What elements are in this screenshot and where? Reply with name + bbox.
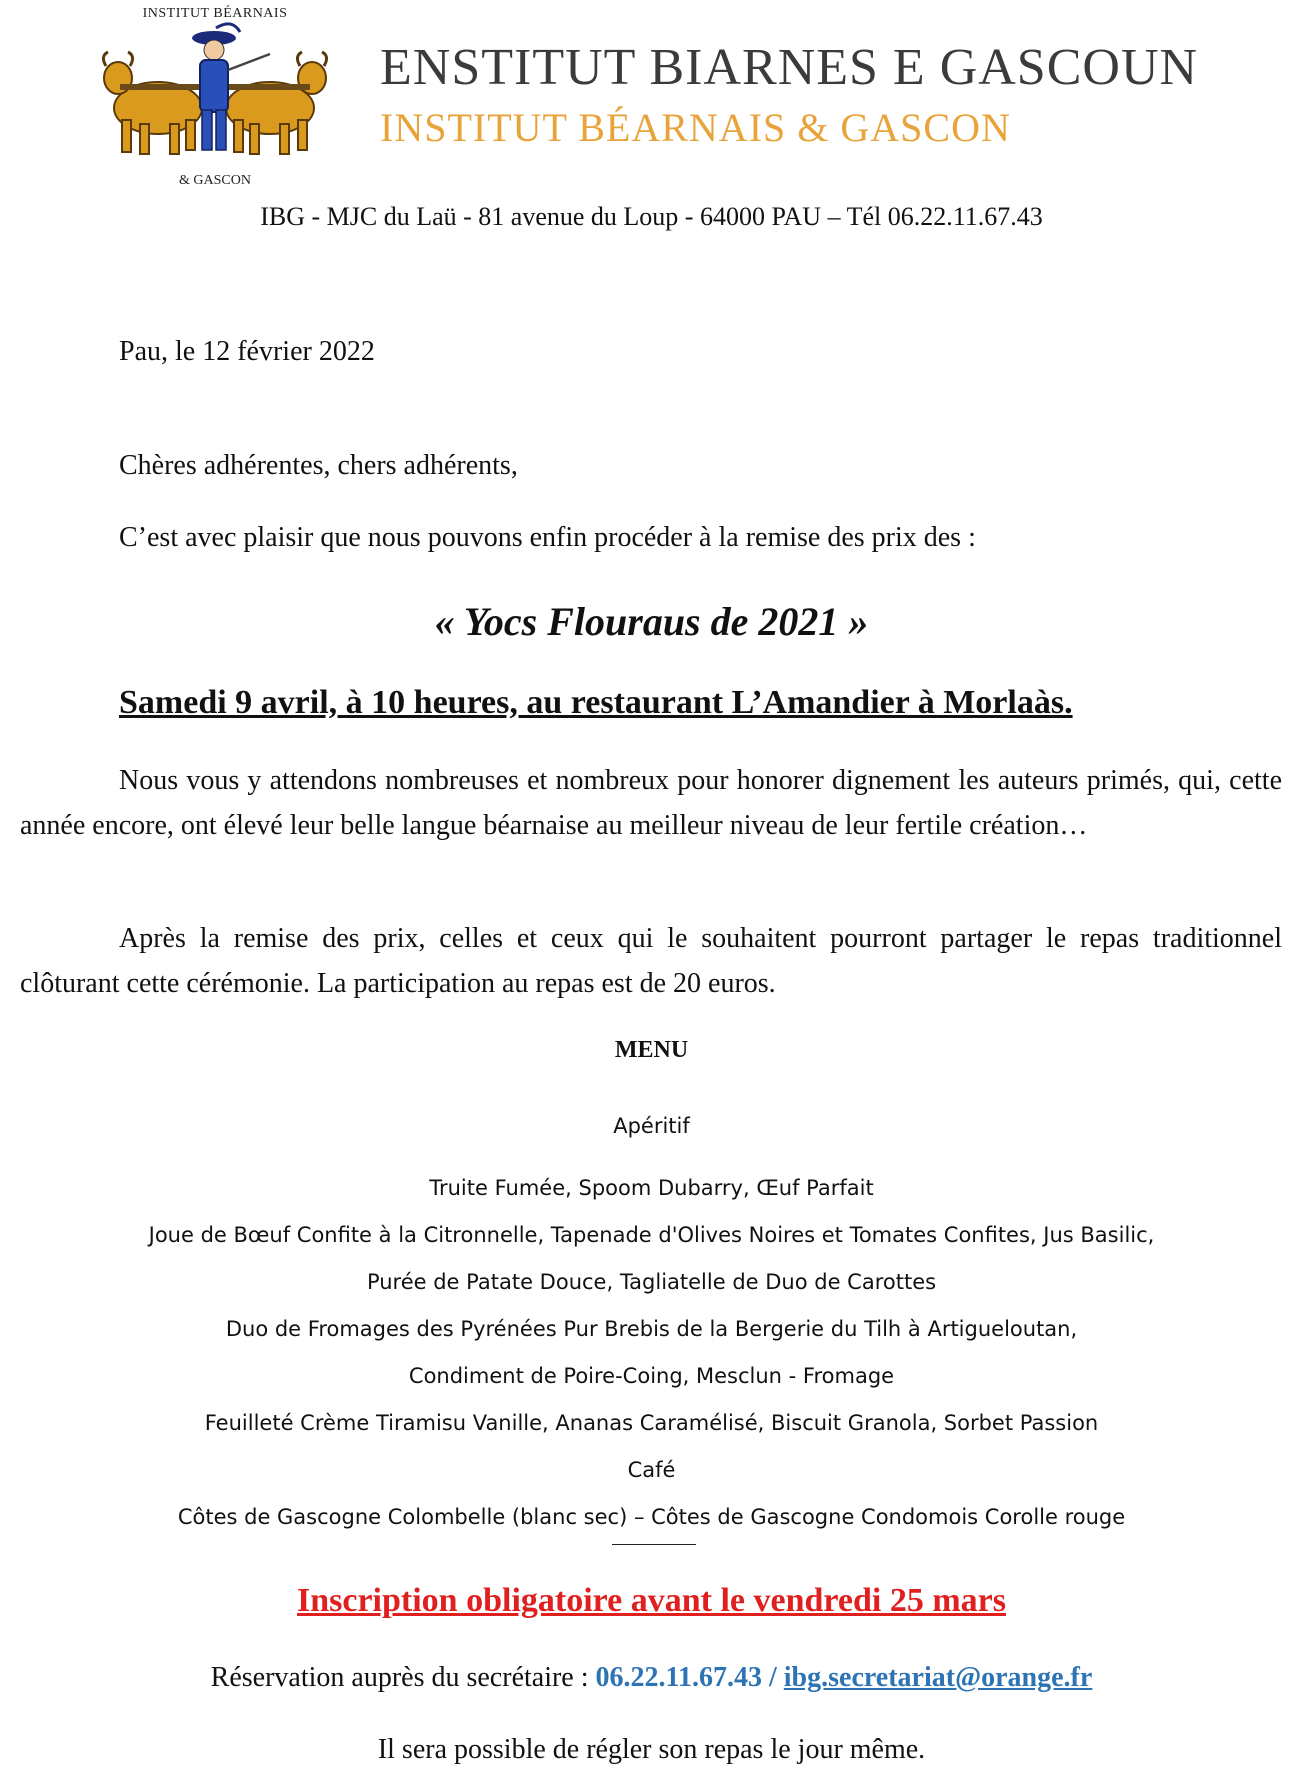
menu-item: Duo de Fromages des Pyrénées Pur Brebis de la Bergerie du Tilh à Artigueloutan, <box>225 1317 1078 1341</box>
title-gascon: ENSTITUT BIARNES E GASCOUN <box>380 39 1199 96</box>
registration-deadline: Inscription obligatoire avant le vendredi 25 mars <box>297 1582 1006 1619</box>
phone-number[interactable]: 06.22.11.67.43 <box>595 1662 762 1693</box>
event-title: « Yocs Flouraus de 2021 » <box>434 599 869 644</box>
event-date-location: Samedi 9 avril, à 10 heures, au restaurant L’Amandier à Morlaàs. <box>119 684 1073 721</box>
institute-logo <box>100 0 330 200</box>
menu-item: Café <box>627 1458 676 1482</box>
menu-divider <box>612 1544 696 1545</box>
logo-bottom-text: & GASCON <box>179 173 251 188</box>
menu-item: Côtes de Gascogne Colombelle (blanc sec) – Côtes de Gascogne Condomois Corolle rouge <box>177 1505 1126 1529</box>
paragraph-meal: Après la remise des prix, celles et ceux qui le souhaitent pourront partager le repas traditionnel clôturant cette cérémonie. La participation au repas est de 20 euros. <box>20 923 1282 999</box>
salutation: Chères adhérentes, chers adhérents, <box>119 450 518 481</box>
intro-sentence: C’est avec plaisir que nous pouvons enfin procéder à la remise des prix des : <box>119 522 976 553</box>
menu-heading: MENU <box>614 1037 689 1063</box>
payment-note: Il sera possible de régler son repas le jour même. <box>377 1734 926 1765</box>
menu-item: Feuilleté Crème Tiramisu Vanille, Ananas Caramélisé, Biscuit Granola, Sorbet Passion <box>204 1411 1099 1435</box>
menu-item: Truite Fumée, Spoom Dubarry, Œuf Parfait <box>429 1176 874 1200</box>
oxen-and-shepherd-icon <box>100 20 330 180</box>
menu-item: Condiment de Poire-Coing, Mesclun - Fromage <box>408 1364 895 1388</box>
menu-item: Purée de Patate Douce, Tagliatelle de Duo de Carottes <box>366 1270 937 1294</box>
address-line: IBG - MJC du Laü - 81 avenue du Loup - 64000 PAU – Tél 06.22.11.67.43 <box>260 202 1043 231</box>
logo-top-text: INSTITUT BÉARNAIS <box>142 6 288 21</box>
reservation-label: Réservation auprès du secrétaire : <box>210 1662 596 1693</box>
menu-item: Joue de Bœuf Confite à la Citronnelle, Tapenade d'Olives Noires et Tomates Confites, Jus Basilic, <box>148 1223 1155 1247</box>
email-link[interactable]: ibg.secretariat@orange.fr <box>783 1662 1093 1693</box>
menu-item: Apéritif <box>613 1114 690 1138</box>
letter-date: Pau, le 12 février 2022 <box>119 336 375 367</box>
paragraph-invitation: Nous vous y attendons nombreuses et nombreux pour honorer dignement les auteurs primés, qui, cette année encore, ont élevé leur belle langue béarnaise au meilleur niveau de leur fertile création… <box>20 765 1282 841</box>
title-french: INSTITUT BÉARNAIS & GASCON <box>380 105 1011 150</box>
contact-separator: / <box>761 1662 784 1693</box>
reservation-line <box>0 1662 1303 1694</box>
menu-list <box>0 1103 1303 1541</box>
